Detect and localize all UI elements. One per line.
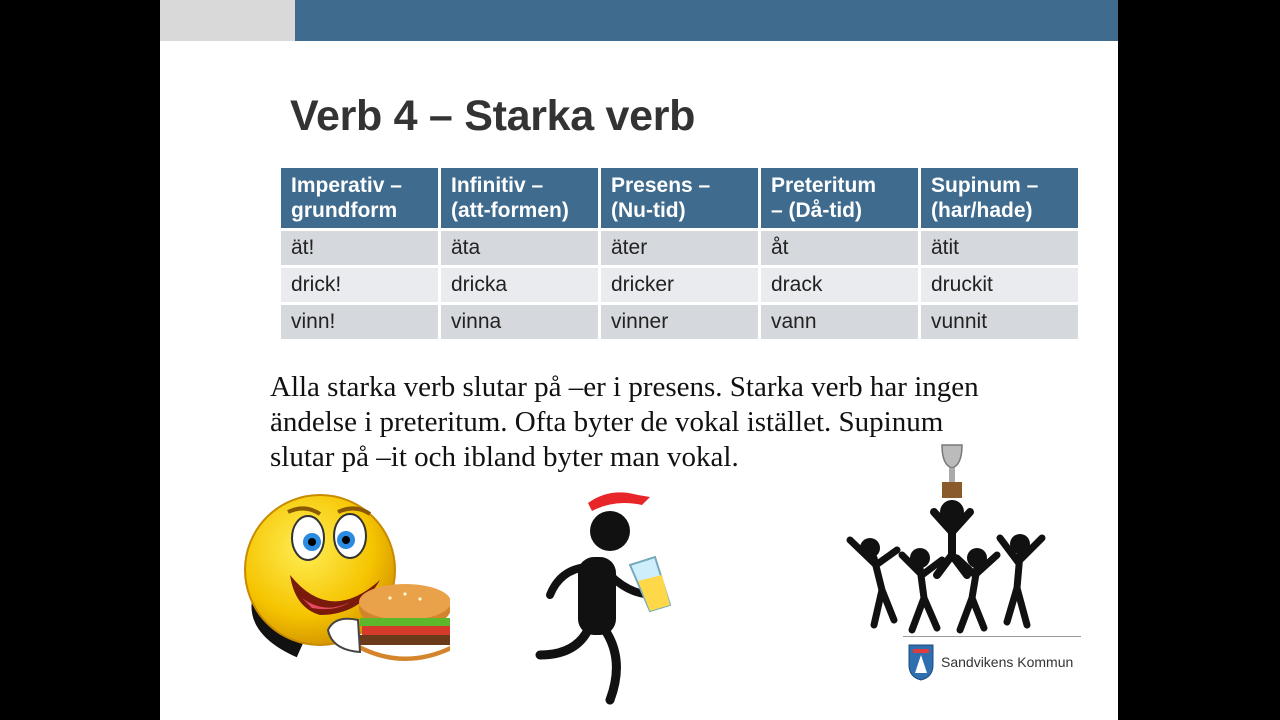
slide-title: Verb 4 – Starka verb xyxy=(290,92,696,140)
sandvikens-kommun-logo xyxy=(903,636,1081,685)
header-presens: Presens – (Nu-tid) xyxy=(601,168,758,228)
logo-text: Sandvikens Kommun xyxy=(941,654,1074,670)
table-row xyxy=(281,305,1078,339)
header-supinum: Supinum – (har/hade) xyxy=(921,168,1078,228)
table-cell: vann xyxy=(761,305,918,339)
table-cell: dricka xyxy=(441,268,598,302)
running-drinker-image xyxy=(530,485,690,705)
verb-table xyxy=(278,165,1081,342)
table-header-row xyxy=(281,168,1078,228)
table-cell: ät! xyxy=(281,231,438,265)
table-cell: äter xyxy=(601,231,758,265)
body-line: slutar på –it och ibland byter man vokal. xyxy=(270,441,739,473)
table-row xyxy=(281,231,1078,265)
table-cell: ätit xyxy=(921,231,1078,265)
table-cell: vinner xyxy=(601,305,758,339)
table-cell: äta xyxy=(441,231,598,265)
header-preteritum: Preteritum – (Då-tid) xyxy=(761,168,918,228)
body-line: ändelse i preteritum. Ofta byter de vokal istället. Supinum xyxy=(270,406,944,438)
header-imperativ: Imperativ – grundform xyxy=(281,168,438,228)
table-cell: vinna xyxy=(441,305,598,339)
slide xyxy=(160,0,1118,720)
body-line: Alla starka verb slutar på –er i presens. Starka verb har ingen xyxy=(270,371,979,403)
smiley-burger-image xyxy=(240,490,450,680)
table-row xyxy=(281,268,1078,302)
header-bar-blue xyxy=(295,0,1118,41)
table-cell: druckit xyxy=(921,268,1078,302)
header-infinitiv: Infinitiv – (att-formen) xyxy=(441,168,598,228)
table-cell: åt xyxy=(761,231,918,265)
coat-of-arms-icon xyxy=(907,643,935,681)
header-bar-grey xyxy=(160,0,295,41)
celebrating-figures-image xyxy=(842,440,1052,640)
table-cell: vunnit xyxy=(921,305,1078,339)
table-cell: drack xyxy=(761,268,918,302)
table-cell: drick! xyxy=(281,268,438,302)
table-cell: dricker xyxy=(601,268,758,302)
table-cell: vinn! xyxy=(281,305,438,339)
